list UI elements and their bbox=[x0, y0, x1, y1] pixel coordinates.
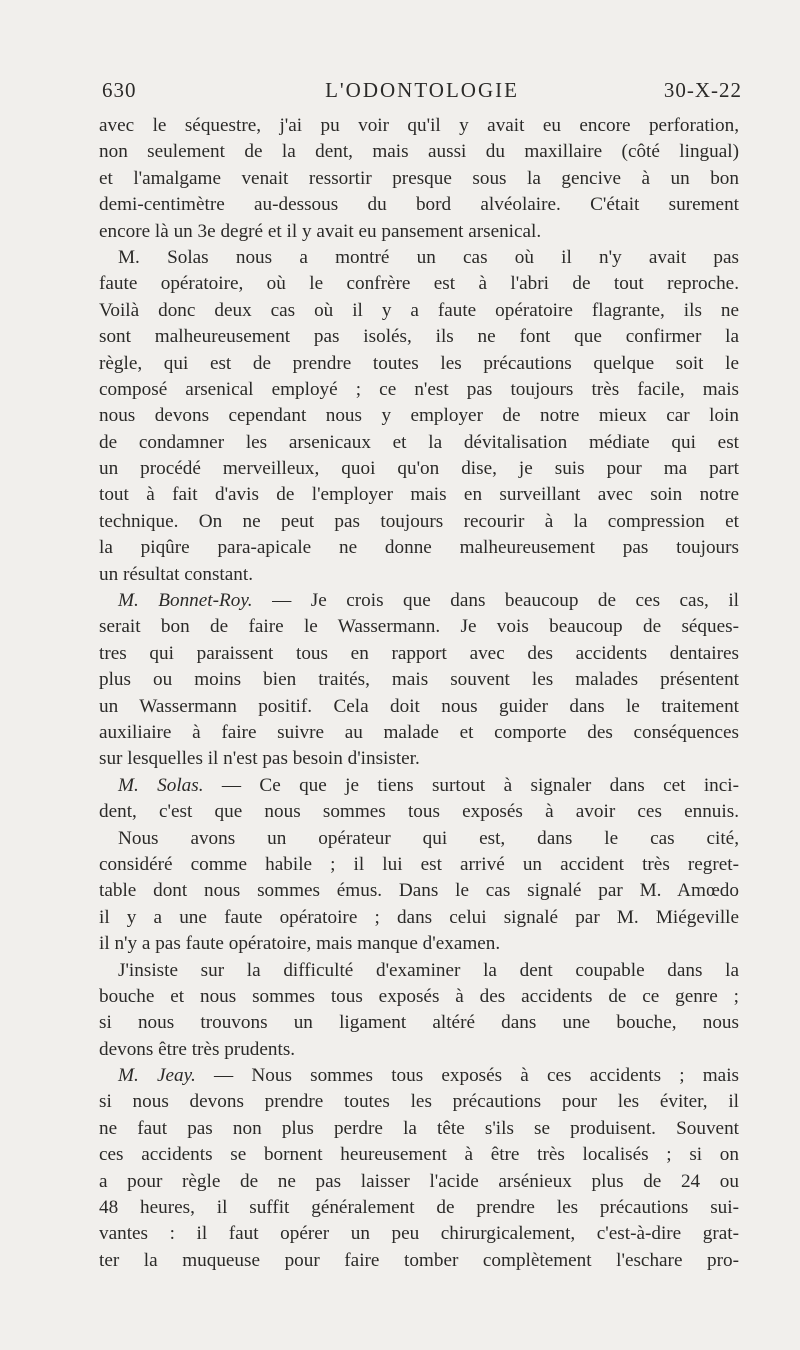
text-line: composé arsenical employé ; ce n'est pas toujours très facile, mais bbox=[99, 378, 739, 400]
text-line: devons être très prudents. bbox=[99, 1038, 296, 1060]
text-line: il y a une faute opératoire ; dans celui signalé par M. Miégeville bbox=[99, 906, 739, 928]
page-number: 630 bbox=[102, 78, 137, 102]
text-line: faute opératoire, où le confrère est à l'abri de tout reproche. bbox=[99, 273, 739, 295]
text-line: technique. On ne peut pas toujours recourir à la compression et bbox=[99, 510, 739, 532]
text-line: sur lesquelles il n'est pas besoin d'insister. bbox=[99, 748, 420, 770]
text-line: tout à fait d'avis de l'employer mais en surveillant avec soin notre bbox=[99, 484, 739, 506]
text-line: table dont nous sommes émus. Dans le cas signalé par M. Amœdo bbox=[99, 880, 739, 902]
text-line: Nous avons un opérateur qui est, dans le cas cité, bbox=[118, 827, 739, 849]
text-line: plus ou moins bien traités, mais souvent les malades présentent bbox=[99, 669, 739, 691]
speaker-line bbox=[99, 1063, 739, 1089]
text-line: nous devons cependant nous y employer de notre mieux car loin bbox=[99, 405, 739, 427]
speech-text: — Ce que je tiens surtout à signaler dans cet inci- bbox=[221, 774, 739, 796]
text-line: si nous trouvons un ligament altéré dans une bouche, nous bbox=[99, 1012, 739, 1034]
text-line: encore là un 3e degré et il y avait eu pansement arsenical. bbox=[99, 220, 542, 242]
journal-title: L'ODONTOLOGIE bbox=[325, 78, 519, 102]
text-line: a pour règle de ne pas laisser l'acide arsénieux plus de 24 ou bbox=[99, 1170, 739, 1192]
text-line: Voilà donc deux cas où il y a faute opératoire flagrante, ils ne bbox=[99, 299, 739, 321]
text-line: serait bon de faire le Wassermann. Je vois beaucoup de séques- bbox=[99, 616, 739, 638]
text-line: ter la muqueuse pour faire tomber complètement l'eschare pro- bbox=[99, 1249, 739, 1271]
speech-text: — Nous sommes tous exposés à ces accidents ; mais bbox=[214, 1065, 740, 1087]
text-line: sont malheureusement pas isolés, ils ne font que confirmer la bbox=[99, 326, 739, 348]
speaker-line bbox=[99, 773, 739, 799]
body-text bbox=[99, 113, 739, 1274]
text-line: non seulement de la dent, mais aussi du maxillaire (côté lingual) bbox=[99, 141, 739, 163]
text-line: ces accidents se bornent heureusement à être très localisés ; si on bbox=[99, 1144, 739, 1166]
text-line: vantes : il faut opérer un peu chirurgicalement, c'est-à-dire grat- bbox=[99, 1223, 739, 1245]
text-line: un Wassermann positif. Cela doit nous guider dans le traitement bbox=[99, 695, 739, 717]
text-line: auxiliaire à faire suivre au malade et comporte des conséquences bbox=[99, 721, 739, 743]
text-line: règle, qui est de prendre toutes les précautions quelque soit le bbox=[99, 352, 739, 374]
text-line: considéré comme habile ; il lui est arrivé un accident très regret- bbox=[99, 853, 739, 875]
text-line: un résultat constant. bbox=[99, 563, 253, 585]
text-line: bouche et nous sommes tous exposés à des accidents de ce genre ; bbox=[99, 985, 739, 1007]
text-line: tres qui paraissent tous en rapport avec des accidents dentaires bbox=[99, 642, 739, 664]
text-line: avec le séquestre, j'ai pu voir qu'il y avait eu encore perforation, bbox=[99, 115, 739, 136]
text-line: et l'amalgame venait ressortir presque sous la gencive à un bon bbox=[99, 167, 739, 189]
text-line: la piqûre para-apicale ne donne malheureusement pas toujours bbox=[99, 537, 739, 559]
speaker-name: M. Solas. bbox=[118, 774, 204, 796]
text-line: 48 heures, il suffit généralement de prendre les précautions sui- bbox=[99, 1197, 739, 1219]
text-line: J'insiste sur la difficulté d'examiner la dent coupable dans la bbox=[118, 959, 739, 981]
text-line: il n'y a pas faute opératoire, mais manque d'examen. bbox=[99, 933, 501, 955]
text-line: de condamner les arsenicaux et la dévitalisation médiate qui est bbox=[99, 431, 739, 453]
speaker-line bbox=[99, 588, 739, 614]
running-header bbox=[102, 78, 742, 108]
issue-date: 30-X-22 bbox=[663, 78, 742, 102]
text-line: si nous devons prendre toutes les précautions pour les éviter, il bbox=[99, 1091, 739, 1113]
text-line: ne faut pas non plus perdre la tête s'ils se produisent. Souvent bbox=[99, 1117, 739, 1139]
speaker-name: M. Jeay. bbox=[118, 1065, 196, 1087]
text-line: demi-centimètre au-dessous du bord alvéolaire. C'était surement bbox=[99, 194, 739, 216]
text-line: M. Solas nous a montré un cas où il n'y avait pas bbox=[118, 246, 739, 268]
speech-text: — Je crois que dans beaucoup de ces cas, il bbox=[272, 590, 739, 612]
text-line: un procédé merveilleux, quoi qu'on dise, je suis pour ma part bbox=[99, 458, 739, 480]
text-line: dent, c'est que nous sommes tous exposés à avoir ces ennuis. bbox=[99, 801, 739, 823]
speaker-name: M. Bonnet-Roy. bbox=[118, 590, 253, 612]
